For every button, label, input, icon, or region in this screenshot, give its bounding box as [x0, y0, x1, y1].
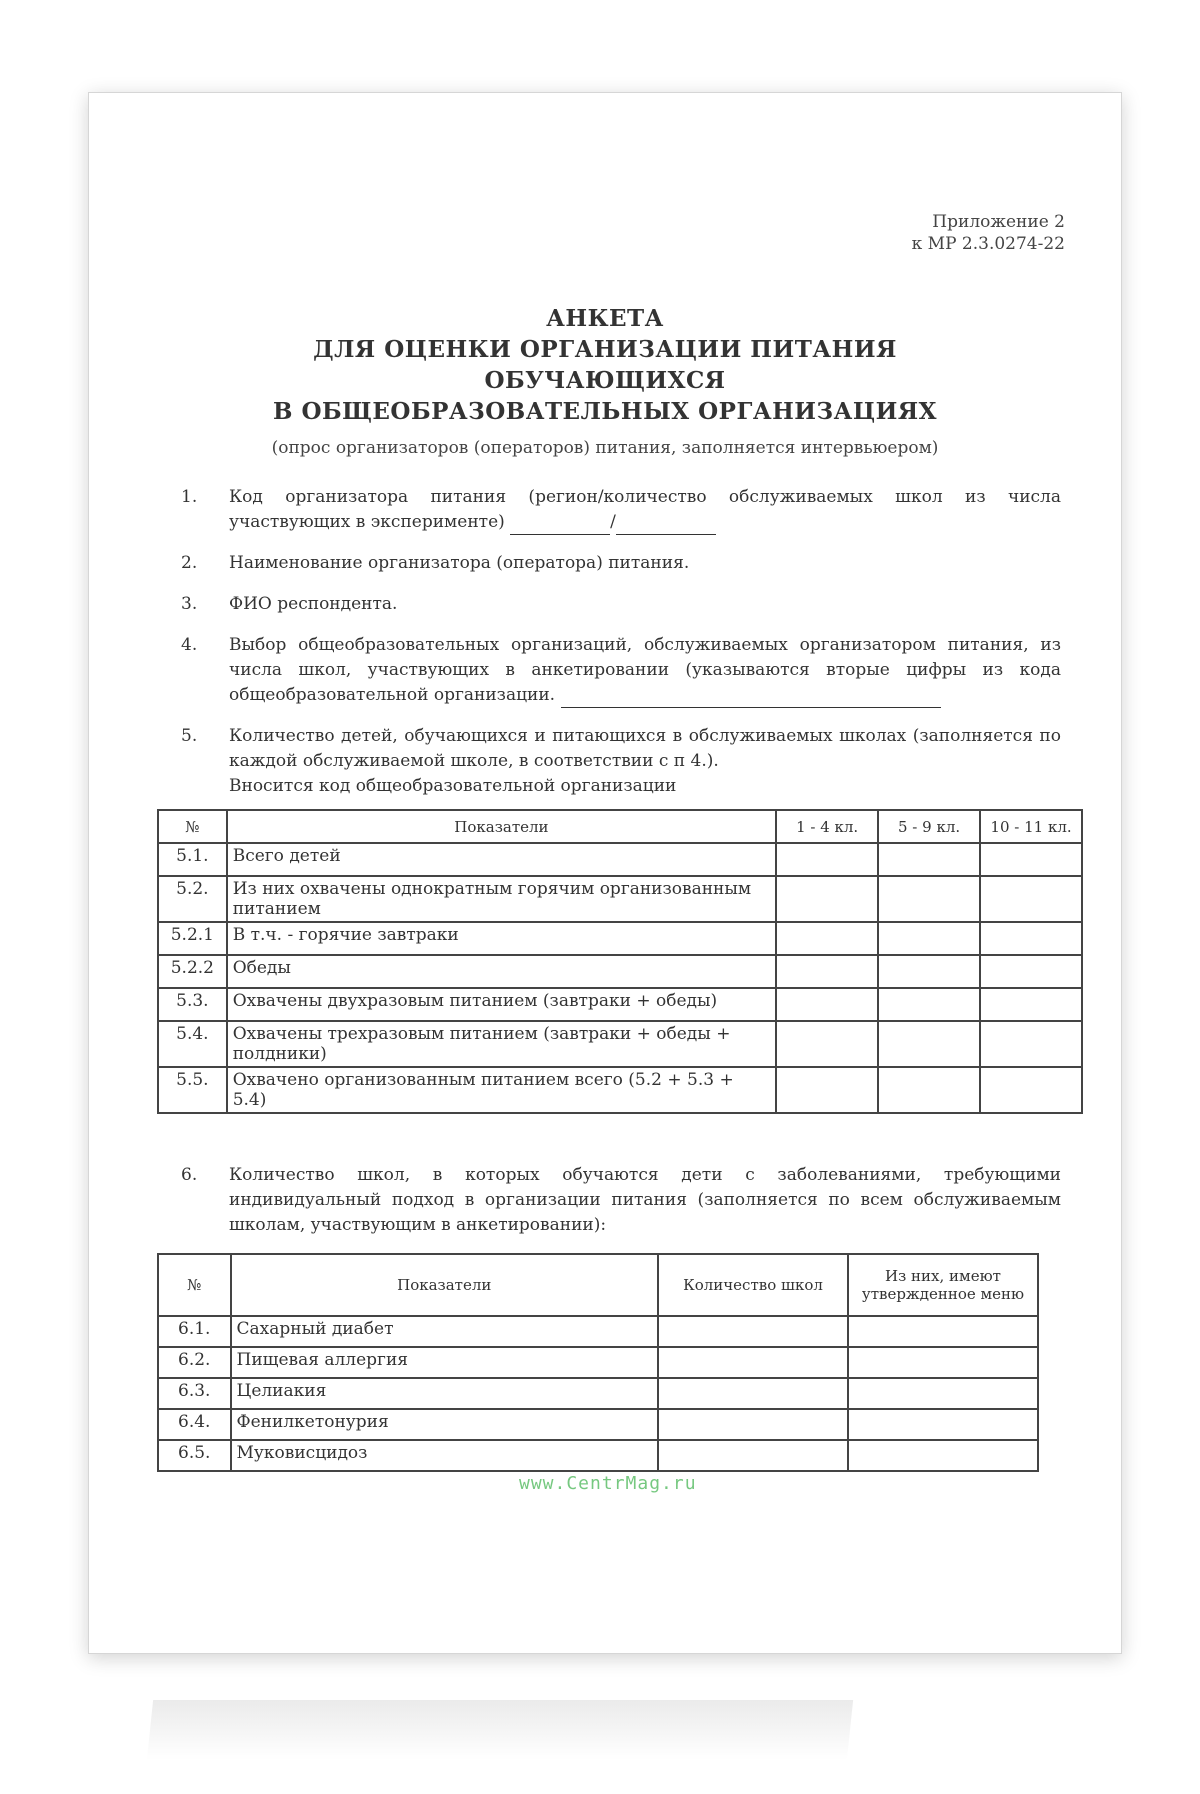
- input-cell[interactable]: [848, 1440, 1038, 1471]
- section-6: [181, 1163, 1061, 1254]
- item-note: Вносится код общеобразовательной организации: [229, 776, 677, 796]
- table-row: [158, 876, 1082, 922]
- blank-field[interactable]: [510, 516, 610, 535]
- input-cell[interactable]: [878, 988, 980, 1021]
- table-row: [158, 1409, 1038, 1440]
- input-cell[interactable]: [658, 1409, 848, 1440]
- table-header-row: [158, 810, 1082, 843]
- row-label: Сахарный диабет: [231, 1316, 659, 1347]
- input-cell[interactable]: [980, 922, 1082, 955]
- input-cell[interactable]: [776, 843, 878, 876]
- list-item: [181, 1163, 1061, 1238]
- row-label: Муковисцидоз: [231, 1440, 659, 1471]
- header-indicator: Показатели: [227, 810, 776, 843]
- page-reflection: [147, 1700, 853, 1760]
- row-label: Целиакия: [231, 1378, 659, 1409]
- input-cell[interactable]: [980, 988, 1082, 1021]
- item-text: Код организатора питания (регион/количество обслуживаемых школ из числа участвующих в эксперименте): [229, 487, 1061, 532]
- input-cell[interactable]: [776, 988, 878, 1021]
- row-number: 6.3.: [158, 1378, 231, 1409]
- input-cell[interactable]: [848, 1316, 1038, 1347]
- list-item: [181, 551, 1061, 576]
- input-cell[interactable]: [848, 1409, 1038, 1440]
- children-table: [157, 809, 1083, 1114]
- item-number: 4.: [181, 635, 198, 655]
- input-cell[interactable]: [776, 955, 878, 988]
- row-label: Пищевая аллергия: [231, 1347, 659, 1378]
- row-number: 5.2.2: [158, 955, 227, 988]
- row-label: Охвачено организованным питанием всего (5.2 + 5.3 + 5.4): [227, 1067, 776, 1113]
- item-text: Количество школ, в которых обучаются дети с заболеваниями, требующими индивидуальный подход в организации питания (заполняется по всем обслуживаемым школам, участвующим в анкетировании):: [229, 1165, 1061, 1235]
- input-cell[interactable]: [878, 1067, 980, 1113]
- row-label: Обеды: [227, 955, 776, 988]
- list-item: [181, 485, 1061, 535]
- table-row: [158, 1067, 1082, 1113]
- item-separator: /: [610, 512, 616, 532]
- input-cell[interactable]: [878, 843, 980, 876]
- row-label: Охвачены трехразовым питанием (завтраки + обеды + полдники): [227, 1021, 776, 1067]
- input-cell[interactable]: [658, 1378, 848, 1409]
- input-cell[interactable]: [776, 876, 878, 922]
- questionnaire-items: [181, 485, 1061, 815]
- row-label: Всего детей: [227, 843, 776, 876]
- appendix-line-2: к МР 2.3.0274-22: [911, 234, 1065, 254]
- table-row: [158, 922, 1082, 955]
- input-cell[interactable]: [980, 955, 1082, 988]
- title-line-1: АНКЕТА: [546, 305, 664, 332]
- row-number: 5.4.: [158, 1021, 227, 1067]
- row-number: 6.2.: [158, 1347, 231, 1378]
- input-cell[interactable]: [980, 843, 1082, 876]
- row-number: 5.5.: [158, 1067, 227, 1113]
- input-cell[interactable]: [658, 1316, 848, 1347]
- header-grades-10-11: 10 - 11 кл.: [980, 810, 1082, 843]
- list-item: [181, 724, 1061, 799]
- input-cell[interactable]: [878, 955, 980, 988]
- item-text: Наименование организатора (оператора) питания.: [229, 553, 690, 573]
- item-text: Количество детей, обучающихся и питающихся в обслуживаемых школах (заполняется по каждой обслуживаемой школе, в соответствии с п 4.).: [229, 726, 1061, 771]
- header-grades-5-9: 5 - 9 кл.: [878, 810, 980, 843]
- input-cell[interactable]: [776, 1067, 878, 1113]
- input-cell[interactable]: [980, 1067, 1082, 1113]
- row-number: 5.3.: [158, 988, 227, 1021]
- header-indicator: Показатели: [231, 1254, 659, 1316]
- header-no: №: [158, 1254, 231, 1316]
- input-cell[interactable]: [878, 876, 980, 922]
- title-subtitle: (опрос организаторов (операторов) питания, заполняется интервьюером): [271, 438, 939, 458]
- input-cell[interactable]: [980, 1021, 1082, 1067]
- input-cell[interactable]: [980, 876, 1082, 922]
- list-item: [181, 592, 1061, 617]
- input-cell[interactable]: [878, 1021, 980, 1067]
- input-cell[interactable]: [658, 1440, 848, 1471]
- input-cell[interactable]: [848, 1347, 1038, 1378]
- row-number: 6.1.: [158, 1316, 231, 1347]
- blank-field[interactable]: [561, 689, 941, 708]
- input-cell[interactable]: [848, 1378, 1038, 1409]
- table-row: [158, 1378, 1038, 1409]
- appendix-line-1: Приложение 2: [932, 212, 1065, 232]
- table-row: [158, 1316, 1038, 1347]
- diseases-table: [157, 1253, 1039, 1472]
- table-row: [158, 1440, 1038, 1471]
- document-page: [88, 92, 1122, 1654]
- appendix-reference: [912, 211, 1065, 255]
- row-number: 5.2.1: [158, 922, 227, 955]
- item-number: 1.: [181, 487, 198, 507]
- item-number: 3.: [181, 594, 198, 614]
- row-label: Охвачены двухразовым питанием (завтраки + обеды): [227, 988, 776, 1021]
- header-no: №: [158, 810, 227, 843]
- blank-field[interactable]: [616, 516, 716, 535]
- row-number: 6.4.: [158, 1409, 231, 1440]
- input-cell[interactable]: [776, 922, 878, 955]
- table-row: [158, 988, 1082, 1021]
- row-number: 5.2.: [158, 876, 227, 922]
- row-number: 6.5.: [158, 1440, 231, 1471]
- input-cell[interactable]: [878, 922, 980, 955]
- watermark: www.CentrMag.ru: [519, 1473, 697, 1494]
- title-line-3: В ОБЩЕОБРАЗОВАТЕЛЬНЫХ ОРГАНИЗАЦИЯХ: [273, 398, 937, 425]
- row-number: 5.1.: [158, 843, 227, 876]
- item-text: ФИО респондента.: [229, 594, 398, 614]
- table-row: [158, 1021, 1082, 1067]
- item-number: 2.: [181, 553, 198, 573]
- table-header-row: [158, 1254, 1038, 1316]
- item-text: Выбор общеобразовательных организаций, обслуживаемых организатором питания, из числа школ, участвующих в анкетировании (указываются вторые цифры из кода общеобразовательной организации.: [229, 635, 1061, 705]
- input-cell[interactable]: [658, 1347, 848, 1378]
- title-line-2: ДЛЯ ОЦЕНКИ ОРГАНИЗАЦИИ ПИТАНИЯ ОБУЧАЮЩИХСЯ: [313, 336, 897, 394]
- row-label: Из них охвачены однократным горячим организованным питанием: [227, 876, 776, 922]
- header-grades-1-4: 1 - 4 кл.: [776, 810, 878, 843]
- table-row: [158, 843, 1082, 876]
- document-title: [209, 303, 1001, 461]
- row-label: Фенилкетонурия: [231, 1409, 659, 1440]
- table-row: [158, 1347, 1038, 1378]
- table-row: [158, 955, 1082, 988]
- item-number: 6.: [181, 1165, 198, 1185]
- item-number: 5.: [181, 726, 198, 746]
- input-cell[interactable]: [776, 1021, 878, 1067]
- list-item: [181, 633, 1061, 708]
- header-approved-menu: Из них, имеют утвержденное меню: [848, 1254, 1038, 1316]
- row-label: В т.ч. - горячие завтраки: [227, 922, 776, 955]
- header-school-count: Количество школ: [658, 1254, 848, 1316]
